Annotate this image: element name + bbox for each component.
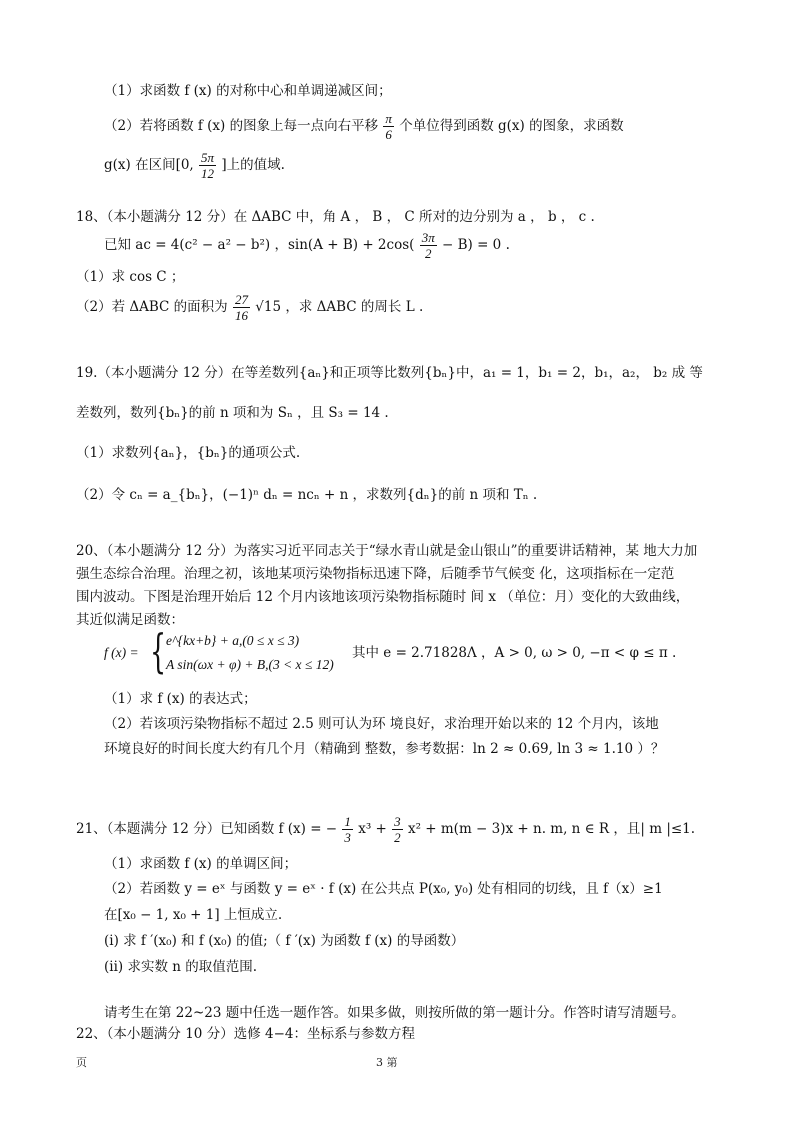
fraction-denominator: 3: [344, 830, 351, 845]
q18-given-text-b: − B) = 0 .: [442, 237, 510, 253]
q20-part1: （1）求 f (x) 的表达式；: [104, 691, 257, 707]
q21-subpart-i: (i) 求 f ′(x₀) 和 f (x₀) 的值;（ f ′(x) 为函数 f (x) 的导函数）: [104, 933, 465, 949]
q19-heading-cont: 差数列，数列{bₙ}的前 n 项和为 Sₙ ，且 S₃ = 14 .: [76, 405, 389, 421]
q17-part2-line: [104, 111, 624, 142]
q21-part2-cont: 在[x₀ − 1, x₀ + 1] 上恒成立.: [104, 907, 283, 923]
q20-line4: 其近似满足函数：: [76, 612, 184, 628]
q20-part2: （2）若该项污染物指标不超过 2.5 则可认为环 境良好，求治理开始以来的 12 个月内，该地: [104, 716, 659, 732]
q18-part2-text-a: （2）若 ΔABC 的面积为: [76, 299, 228, 315]
fraction-numerator: 5π: [201, 150, 215, 165]
q19-part1: （1）求数列{aₙ}，{bₙ}的通项公式.: [76, 445, 301, 461]
q17-fraction-pi-6: [383, 111, 394, 142]
selection-note: 请考生在第 22~23 题中任选一题作答。如果多做，则按所做的第一题计分。作答时请写清题号。: [104, 1005, 685, 1021]
q20-part2-cont: 环境良好的时间长度大约有几个月（精确到 整数，参考数据：ln 2 ≈ 0.69, ln 3 ≈ 1.10 ）？: [104, 741, 665, 757]
q17-range-text-a: g(x) 在区间[0,: [104, 157, 194, 173]
q20-line3: 围内波动。下图是治理开始后 12 个月内该地该项污染物指标随时 间 x （单位：月）变化的大致曲线，: [76, 589, 690, 605]
q18-part2-line: [76, 292, 423, 323]
q17-part1: （1）求函数 f (x) 的对称中心和单调递减区间；: [104, 83, 392, 99]
q21-part1: （1）求函数 f (x) 的单调区间；: [104, 856, 298, 872]
footer-left: 页: [76, 1056, 87, 1069]
q20-line2: 强生态综合治理。治理之初，该地某项污染物指标迅速下降，后随季节气候变 化，这项指标在一定范: [76, 566, 675, 582]
q18-given-text-a: 已知 ac = 4(c² − a² − b²) ，sin(A + B) + 2cos(: [104, 237, 415, 253]
q18-given-line: [104, 230, 510, 261]
q20-case-1: e^{kx+b} + a,(0 ≤ x ≤ 3): [166, 633, 300, 648]
fraction-numerator: 3π: [421, 230, 435, 245]
q20-heading: 20、（本小题满分 12 分）为落实习近平同志关于“绿水青山就是金山银山”的重要讲话精神，某 地大力加: [76, 543, 698, 559]
q19-heading: 19.（本小题满分 12 分）在等差数列{aₙ}和正项等比数列{bₙ}中，a₁ = 1，b₁ = 2，b₁，a₂， b₂ 成 等: [76, 365, 703, 381]
q21-part2: （2）若函数 y = eˣ 与函数 y = eˣ · f (x) 在公共点 P(x₀, y₀) 处有相同的切线，且 f（x）≥1: [104, 881, 663, 897]
fraction-numerator: 27: [234, 292, 248, 307]
q21-fraction-1-3: [342, 814, 353, 845]
q21-fraction-3-2: [392, 814, 403, 845]
fraction-numerator: 3: [394, 814, 401, 829]
q18-heading: 18、（本小题满分 12 分）在 ΔABC 中，角 A ， B ， C 所对的边分别为 a ， b ， c .: [76, 209, 595, 225]
q21-head-text-c: x² + m(m − 3)x + n. m, n ∈ R ，且| m |≤1.: [407, 821, 696, 837]
q17-part2-text-b: 个单位得到函数 g(x) 的图象，求函数: [399, 118, 624, 134]
q21-subpart-ii: (ii) 求实数 n 的取值范围.: [104, 959, 258, 975]
fraction-denominator: 6: [385, 127, 392, 142]
q18-fraction-27-16: [233, 292, 250, 323]
footer-page-number: 3 第: [376, 1056, 398, 1069]
fraction-denominator: 12: [201, 166, 215, 181]
q18-part1: （1）求 cos C ；: [76, 269, 185, 285]
q21-heading-line: [76, 814, 695, 845]
q17-part2-text-a: （2）若将函数 f (x) 的图象上每一点向右平移: [104, 118, 379, 134]
q19-part2: （2）令 cₙ = a_{bₙ}，(−1)ⁿ dₙ = ncₙ + n ，求数列{dₙ}的前 n 项和 Tₙ .: [76, 487, 538, 503]
q20-where-clause: 其中 e = 2.71828Λ ，A > 0, ω > 0, −π < φ ≤ π .: [352, 645, 677, 661]
q18-part2-text-b: √15 ，求 ΔABC 的周长 L .: [255, 299, 424, 315]
q17-range-text-b: ]上的值域.: [221, 157, 285, 173]
fraction-numerator: π: [385, 111, 392, 126]
fraction-denominator: 2: [424, 246, 432, 261]
q22-heading: 22、（本小题满分 10 分）选修 4−4：坐标系与参数方程: [76, 1026, 415, 1042]
q20-case-2: A sin(ωx + φ) + B,(3 < x ≤ 12): [166, 657, 334, 672]
fraction-denominator: 2: [394, 830, 401, 845]
q17-part2-range-line: [104, 150, 285, 181]
q21-head-text-a: 21、（本题满分 12 分）已知函数 f (x) = −: [76, 821, 338, 837]
fraction-denominator: 16: [234, 308, 248, 323]
q21-head-text-b: x³ +: [358, 821, 387, 837]
fraction-numerator: 1: [344, 814, 351, 829]
q20-function-label: f (x) =: [104, 645, 139, 660]
q20-brace: {: [150, 624, 167, 678]
q18-fraction-3pi-2: [420, 230, 437, 261]
q17-fraction-5pi-12: [199, 150, 216, 181]
